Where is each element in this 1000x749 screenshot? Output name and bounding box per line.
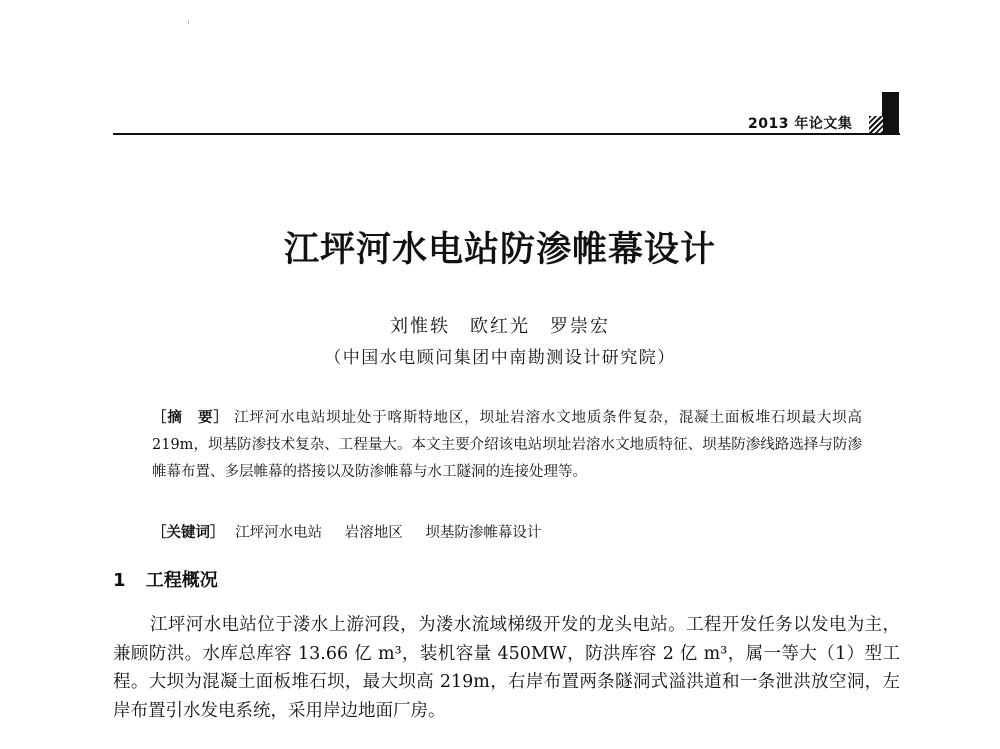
keyword-item: 岩溶地区 — [344, 525, 403, 541]
running-header: 2013 年论文集 — [748, 116, 853, 132]
body-paragraph: 江坪河水电站位于溇水上游河段，为溇水流域梯级开发的龙头电站。工程开发任务以发电为主，兼顾防洪。水库总库容 13.66 亿 m³，装机容量 450MW，防洪库容 2 亿 m³，属一等大（1）型工程。大坝为混凝土面板堆石坝，最大坝高 219m，右岸布置两条隧洞式溢洪道和一条泄洪放空洞，左岸布置引水发电系统，采用岸边地面厂房。 — [113, 615, 900, 721]
section-title: 工程概况 — [145, 570, 218, 591]
paper-title: 江坪河水电站防渗帷幕设计 — [283, 229, 716, 270]
section-heading — [113, 566, 218, 592]
abstract — [152, 405, 862, 486]
header-rule — [113, 133, 900, 135]
paper-affiliation: （中国水电顾问集团中南勘测设计研究院） — [324, 348, 676, 368]
abstract-label: ［摘 要］ — [152, 410, 229, 426]
keyword-item: 坝基防渗帷幕设计 — [425, 525, 542, 541]
paper-authors: 刘惟轶 欧红光 罗崇宏 — [390, 316, 610, 337]
keyword-item: 江坪河水电站 — [235, 525, 323, 541]
keywords-label: ［关键词］ — [152, 525, 225, 541]
abstract-text: 江坪河水电站坝址处于喀斯特地区，坝址岩溶水文地质条件复杂，混凝土面板堆石坝最大坝高 219m，坝基防渗技术复杂、工程量大。本文主要介绍该电站坝址岩溶水文地质特征、坝基防渗线路选择与防渗帷幕布置、多层帷幕的搭接以及防渗帷幕与水工隧洞的连接处理等。 — [152, 410, 863, 480]
section-number: 1 — [113, 570, 126, 591]
scan-artifact — [188, 20, 189, 24]
keywords — [152, 522, 862, 544]
header-block-mark — [869, 92, 900, 134]
